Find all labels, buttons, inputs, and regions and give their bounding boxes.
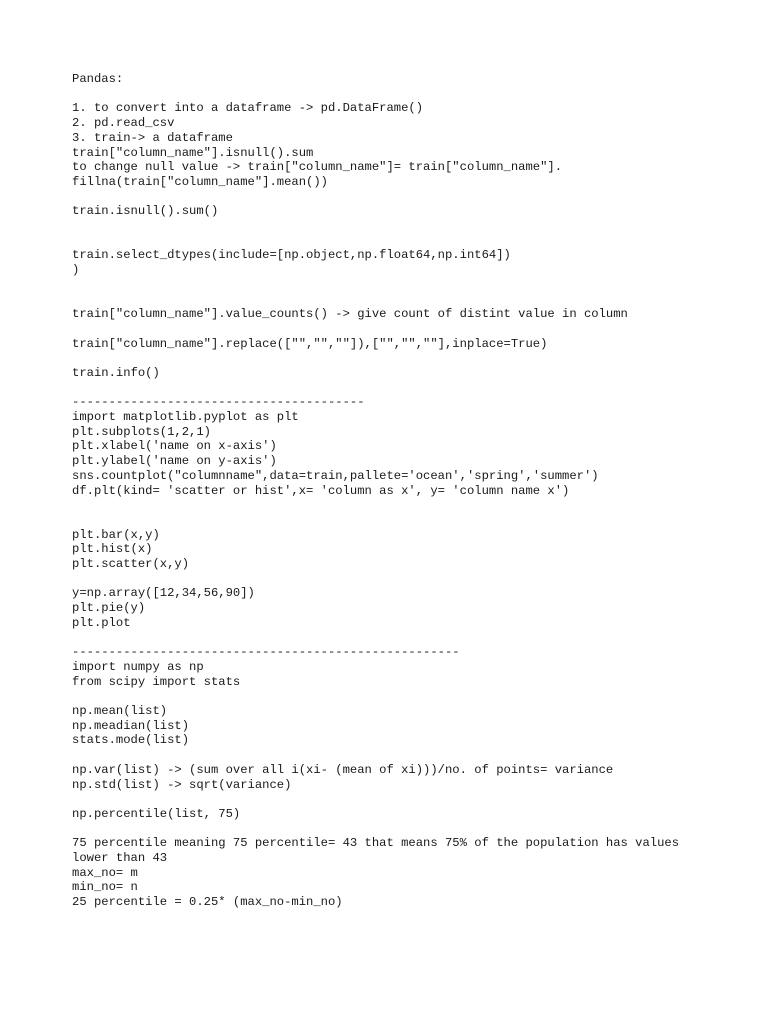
text-line: lower than 43 — [72, 851, 168, 865]
text-line — [72, 322, 732, 337]
text-line — [72, 190, 732, 205]
text-line: from scipy import stats — [72, 674, 241, 689]
text-line: import matplotlib.pyplot as plt — [72, 410, 299, 425]
text-line: 3. train-> a dataframe — [72, 130, 233, 145]
text-line — [72, 631, 732, 646]
text-line: 75 percentile meaning 75 percentile= 43 that means 75% of the population has values — [72, 836, 680, 851]
text-line: import numpy as np — [72, 659, 204, 674]
text-line: plt.plot — [72, 615, 131, 630]
text-line — [72, 219, 732, 234]
text-line: df.plt(kind= 'scatter or hist',x= 'column as x', y= 'column name x') — [72, 483, 570, 498]
text-line — [72, 513, 732, 528]
text-line: stats.mode(list) — [72, 733, 190, 748]
text-line: plt.subplots(1,2,1) — [72, 424, 211, 439]
text-line: train["column_name"].value_counts() -> give count of distint value in column — [72, 307, 628, 322]
text-line: plt.scatter(x,y) — [72, 557, 190, 572]
text-line: fillna(train["column_name"].mean()) — [72, 174, 328, 189]
text-line: train["column_name"].replace(["","",""]),["","",""],inplace=True) — [72, 336, 548, 351]
text-line — [72, 351, 732, 366]
text-line: to change null value -> train["column_name"]= train["column_name"]. — [72, 160, 563, 175]
text-line — [72, 498, 732, 513]
text-line: np.std(list) -> sqrt(variance) — [72, 777, 292, 792]
text-line — [72, 748, 732, 763]
text-line: ----------------------------------------------------- — [72, 645, 460, 660]
text-line: train.info() — [72, 365, 160, 380]
text-line: np.mean(list) — [72, 704, 168, 719]
text-line: 1. to convert into a dataframe -> pd.DataFrame() — [72, 101, 424, 116]
text-line: np.meadian(list) — [72, 718, 190, 733]
text-line: ---------------------------------------- — [72, 395, 365, 410]
text-line — [72, 234, 732, 249]
text-line: np.var(list) -> (sum over all i(xi- (mean of xi)))/no. of points= variance — [72, 762, 614, 777]
text-line — [72, 278, 732, 293]
text-line — [72, 689, 732, 704]
text-line — [72, 381, 732, 396]
text-line: plt.hist(x) — [72, 542, 153, 557]
text-line — [72, 572, 732, 587]
text-line — [72, 292, 732, 307]
notes-text-body — [72, 72, 732, 910]
text-line: ) — [72, 263, 80, 278]
text-line: 2. pd.read_csv — [72, 116, 175, 131]
text-line: Pandas: — [72, 72, 124, 86]
text-line — [72, 822, 732, 837]
text-line: plt.xlabel('name on x-axis') — [72, 439, 277, 454]
text-line: plt.ylabel('name on y-axis') — [72, 454, 277, 469]
text-line: sns.countplot("columnname",data=train,pallete='ocean','spring','summer') — [72, 468, 599, 483]
text-line: train.select_dtypes(include=[np.object,np.float64,np.int64]) — [72, 248, 511, 263]
text-line: np.percentile(list, 75) — [72, 806, 241, 821]
text-line: plt.bar(x,y) — [72, 527, 160, 542]
text-line: min_no= n — [72, 880, 138, 895]
text-line: train.isnull().sum() — [72, 204, 219, 219]
text-line: max_no= m — [72, 865, 138, 880]
text-line — [72, 792, 732, 807]
text-line: train["column_name"].isnull().sum — [72, 145, 314, 160]
text-line: y=np.array([12,34,56,90]) — [72, 586, 255, 601]
text-line: 25 percentile = 0.25* (max_no-min_no) — [72, 895, 343, 910]
text-line — [72, 87, 732, 102]
text-line: plt.pie(y) — [72, 601, 146, 616]
